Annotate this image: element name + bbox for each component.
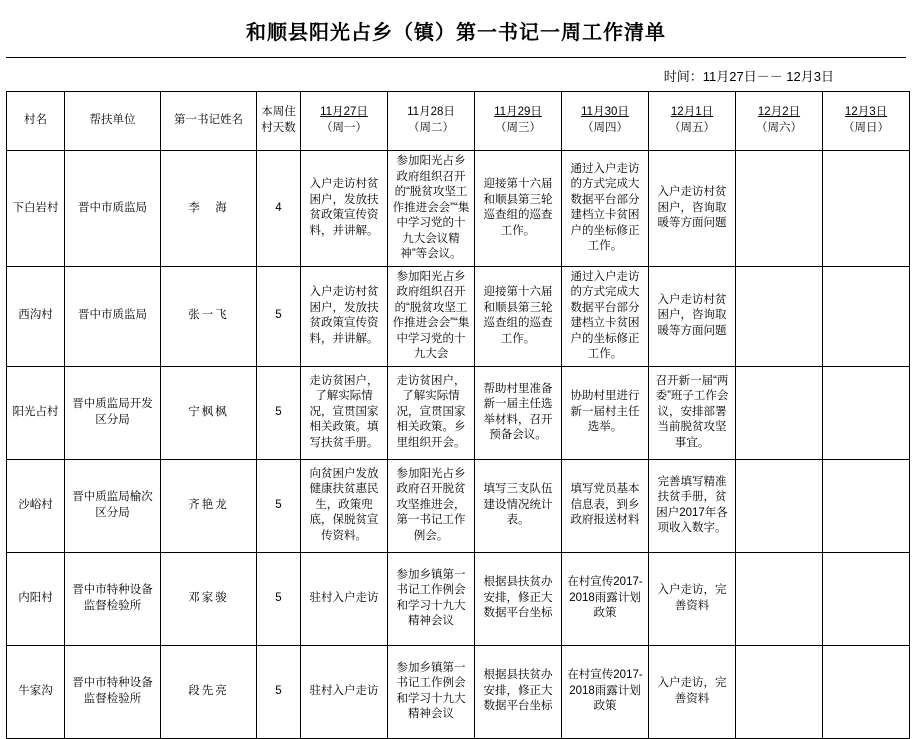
cell-task-tue: 参加乡镇第一书记工作例会和学习十九大精神会议 — [388, 645, 475, 738]
cell-task-tue: 参加阳光占乡政府组织召开的“脱贫攻坚工作推进会会”“集中学习党的十九大会议精神”等会议。 — [388, 151, 475, 267]
cell-person: 段先亮 — [161, 645, 257, 738]
cell-unit: 晋中市特种设备监督检验所 — [65, 645, 161, 738]
cell-unit: 晋中市质监局 — [65, 151, 161, 267]
cell-task-wed: 迎接第十六届和顺县第三轮巡查组的巡查工作。 — [475, 266, 562, 366]
cell-task-thu: 通过入户走访的方式完成大数据平台部分建档立卡贫困户的坐标修正工作。 — [562, 151, 649, 267]
header-sat-weekday: （周六） — [756, 122, 802, 134]
cell-village: 沙峪村 — [7, 459, 65, 552]
work-list-table — [6, 91, 910, 739]
cell-days: 5 — [257, 645, 301, 738]
header-thu-date: 11月30日 — [581, 106, 629, 119]
cell-task-sat — [736, 151, 823, 267]
header-thu-weekday: （周四） — [582, 122, 628, 134]
cell-task-sun — [823, 151, 910, 267]
cell-task-tue: 参加乡镇第一书记工作例会和学习十九大精神会议 — [388, 552, 475, 645]
cell-village: 阳光占村 — [7, 366, 65, 459]
table-row — [7, 645, 910, 738]
header-person-line1: 第一书记姓名 — [174, 114, 243, 127]
cell-task-fri: 完善填写精准扶贫手册，贫困户2017年各项收入数字。 — [649, 459, 736, 552]
cell-task-tue: 参加阳光占乡政府组织召开的“脱贫攻坚工作推进会会”“集中学习党的十九大会 — [388, 266, 475, 366]
cell-task-wed: 根据县扶贫办安排，修正大数据平台坐标 — [475, 552, 562, 645]
cell-task-wed: 迎接第十六届和顺县第三轮巡查组的巡查工作。 — [475, 151, 562, 267]
cell-task-fri: 入户走访村贫困户，咨询取暖等方面问题 — [649, 266, 736, 366]
cell-task-fri: 召开新一届“两委”班子工作会议，安排部署当前脱贫攻坚事宜。 — [649, 366, 736, 459]
table-row — [7, 266, 910, 366]
header-days — [257, 92, 301, 151]
header-day-sat — [736, 92, 823, 151]
header-tue-date: 11月28日 — [407, 106, 455, 119]
cell-task-sat — [736, 266, 823, 366]
cell-task-mon: 向贫困户发放健康扶贫惠民生，政策兜底，保脱贫宣传资料。 — [301, 459, 388, 552]
cell-task-sat — [736, 645, 823, 738]
header-wed-weekday: （周三） — [495, 122, 541, 134]
header-person — [161, 92, 257, 151]
table-row — [7, 151, 910, 267]
table-row — [7, 366, 910, 459]
date-range-label: 时间：11月27日－－ 12月3日 — [663, 69, 834, 84]
header-fri-date: 12月1日 — [670, 106, 714, 119]
cell-task-sun — [823, 366, 910, 459]
cell-task-wed: 帮助村里准备新一届主任选举材料，召开预备会议。 — [475, 366, 562, 459]
header-day-wed — [475, 92, 562, 151]
cell-task-wed: 根据县扶贫办安排，修正大数据平台坐标 — [475, 645, 562, 738]
header-mon-date: 11月27日 — [320, 106, 368, 119]
cell-task-sat — [736, 459, 823, 552]
cell-task-thu: 填写党员基本信息表，到乡政府报送材料 — [562, 459, 649, 552]
cell-village: 内阳村 — [7, 552, 65, 645]
cell-person: 张一飞 — [161, 266, 257, 366]
cell-task-tue: 走访贫困户，了解实际情况，宣贯国家相关政策。乡里组织开会。 — [388, 366, 475, 459]
cell-task-sun — [823, 266, 910, 366]
header-days-line1: 本周住村天数 — [261, 106, 296, 134]
cell-task-mon: 走访贫困户，了解实际情况，宣贯国家相关政策。填写扶贫手册。 — [301, 366, 388, 459]
table-body — [7, 151, 910, 739]
header-unit — [65, 92, 161, 151]
cell-days: 5 — [257, 366, 301, 459]
header-day-thu — [562, 92, 649, 151]
cell-person: 李 海 — [161, 151, 257, 267]
header-mon-weekday: （周一） — [321, 122, 367, 134]
cell-task-thu: 协助村里进行新一届村主任选举。 — [562, 366, 649, 459]
cell-task-mon: 入户走访村贫困户，发放扶贫政策宣传资料，并讲解。 — [301, 151, 388, 267]
header-sun-date: 12月3日 — [844, 106, 888, 119]
table-row — [7, 552, 910, 645]
cell-task-sat — [736, 366, 823, 459]
page-title: 和顺县阳光占乡（镇）第一书记一周工作清单 — [246, 20, 666, 44]
cell-days: 5 — [257, 459, 301, 552]
cell-task-fri: 入户走访，完善资料 — [649, 645, 736, 738]
cell-task-fri: 入户走访，完善资料 — [649, 552, 736, 645]
header-sat-date: 12月2日 — [757, 106, 801, 119]
cell-task-thu: 在村宣传2017-2018雨露计划政策 — [562, 645, 649, 738]
cell-days: 5 — [257, 266, 301, 366]
cell-days: 5 — [257, 552, 301, 645]
cell-task-mon: 入户走访村贫困户，发放扶贫政策宣传资料，并讲解。 — [301, 266, 388, 366]
cell-task-tue: 参加阳光占乡政府召开脱贫攻坚推进会，第一书记工作例会。 — [388, 459, 475, 552]
cell-task-fri: 入户走访村贫困户，咨询取暖等方面问题 — [649, 151, 736, 267]
cell-village: 牛家沟 — [7, 645, 65, 738]
cell-task-mon: 驻村入户走访 — [301, 552, 388, 645]
header-unit-line1: 帮扶单位 — [89, 114, 136, 127]
cell-village: 下白岩村 — [7, 151, 65, 267]
cell-task-sun — [823, 459, 910, 552]
header-fri-weekday: （周五） — [669, 122, 715, 134]
header-village — [7, 92, 65, 151]
header-day-tue — [388, 92, 475, 151]
header-day-sun — [823, 92, 910, 151]
cell-unit: 晋中质监局榆次区分局 — [65, 459, 161, 552]
cell-days: 4 — [257, 151, 301, 267]
cell-task-sat — [736, 552, 823, 645]
cell-task-mon: 驻村入户走访 — [301, 645, 388, 738]
cell-unit: 晋中市质监局 — [65, 266, 161, 366]
cell-task-thu: 通过入户走访的方式完成大数据平台部分建档立卡贫困户的坐标修正工作。 — [562, 266, 649, 366]
cell-unit: 晋中质监局开发区分局 — [65, 366, 161, 459]
header-tue-weekday: （周二） — [408, 122, 454, 134]
cell-person: 邓家骏 — [161, 552, 257, 645]
cell-task-wed: 填写三支队伍建设情况统计表。 — [475, 459, 562, 552]
header-wed-date: 11月29日 — [494, 106, 542, 119]
cell-task-sun — [823, 552, 910, 645]
table-row — [7, 459, 910, 552]
cell-task-sun — [823, 645, 910, 738]
cell-person: 宁枫枫 — [161, 366, 257, 459]
cell-village: 西沟村 — [7, 266, 65, 366]
header-village-line1: 村名 — [24, 114, 47, 127]
header-day-mon — [301, 92, 388, 151]
cell-task-thu: 在村宣传2017-2018雨露计划政策 — [562, 552, 649, 645]
header-row — [7, 92, 910, 151]
cell-person: 齐艳龙 — [161, 459, 257, 552]
header-day-fri — [649, 92, 736, 151]
cell-unit: 晋中市特种设备监督检验所 — [65, 552, 161, 645]
header-sun-weekday: （周日） — [843, 122, 889, 134]
table-header — [7, 92, 910, 151]
